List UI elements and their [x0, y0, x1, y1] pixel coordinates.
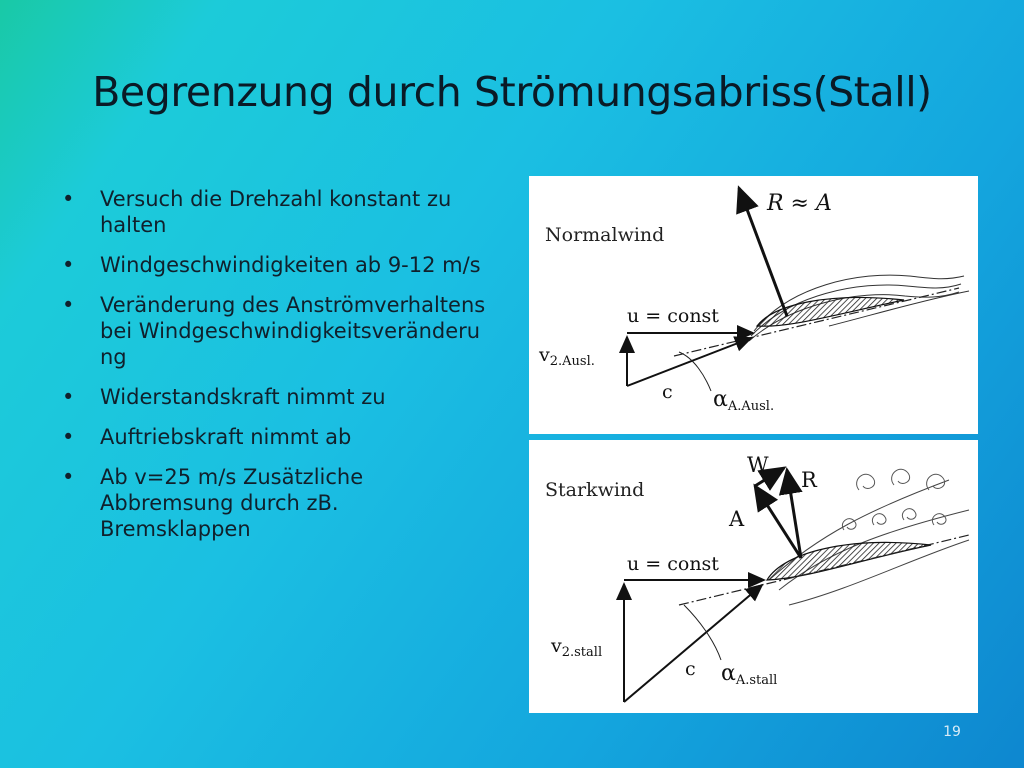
normalwind-label: Normalwind: [545, 224, 665, 246]
bullet-text: Versuch die Drehzahl konstant zu halten: [100, 187, 452, 237]
u-const-label: u = const: [627, 553, 719, 575]
alpha-label: αA.Ausl.: [713, 387, 775, 414]
force-r-approx-a-label: R ≈ A: [767, 191, 832, 216]
bullet-item: [60, 424, 492, 450]
bullet-item: [60, 464, 492, 542]
bullet-dot-icon: •: [62, 293, 75, 317]
starkwind-label: Starkwind: [545, 479, 645, 501]
slide-title: Begrenzung durch Strömungsabriss(Stall): [92, 68, 932, 116]
bullet-dot-icon: •: [62, 425, 75, 449]
r-label: R: [801, 468, 817, 492]
v-label: $v_{2.stall}$: [551, 635, 603, 660]
bullet-item: [60, 252, 492, 278]
normalwind-svg: [529, 176, 978, 434]
diagram-starkwind: [529, 440, 978, 713]
alpha-label: αA.stall: [721, 661, 778, 688]
bullet-item: [60, 186, 492, 238]
bullet-list: [60, 186, 492, 556]
u-const-label: u = const: [627, 305, 719, 327]
bullet-dot-icon: •: [62, 465, 75, 489]
bullet-text: Auftriebskraft nimmt ab: [100, 425, 352, 449]
diagram-normalwind: [529, 176, 978, 434]
bullet-text: Windgeschwindigkeiten ab 9-12 m/s: [100, 253, 481, 277]
v-label: $v_{2.Ausl.}$: [539, 344, 595, 369]
bullet-dot-icon: •: [62, 253, 75, 277]
a-label: A: [729, 507, 745, 531]
bullet-text: Widerstandskraft nimmt zu: [100, 385, 386, 409]
page-number: 19: [943, 724, 961, 740]
airfoil-stall: [767, 542, 931, 580]
c-label: c: [662, 381, 673, 403]
starkwind-svg: [529, 440, 978, 713]
bullet-text: Ab v=25 m/s Zusätzliche Abbremsung durch zB. Bremsklappen: [100, 465, 364, 541]
bullet-dot-icon: •: [62, 385, 75, 409]
bullet-item: [60, 384, 492, 410]
bullet-item: [60, 292, 492, 370]
c-label: c: [685, 658, 696, 680]
bullet-text: Veränderung des Anströmverhaltens bei Windgeschwindigkeitsveränderung: [100, 293, 486, 369]
w-label: W: [747, 453, 769, 477]
bullet-dot-icon: •: [62, 187, 75, 211]
